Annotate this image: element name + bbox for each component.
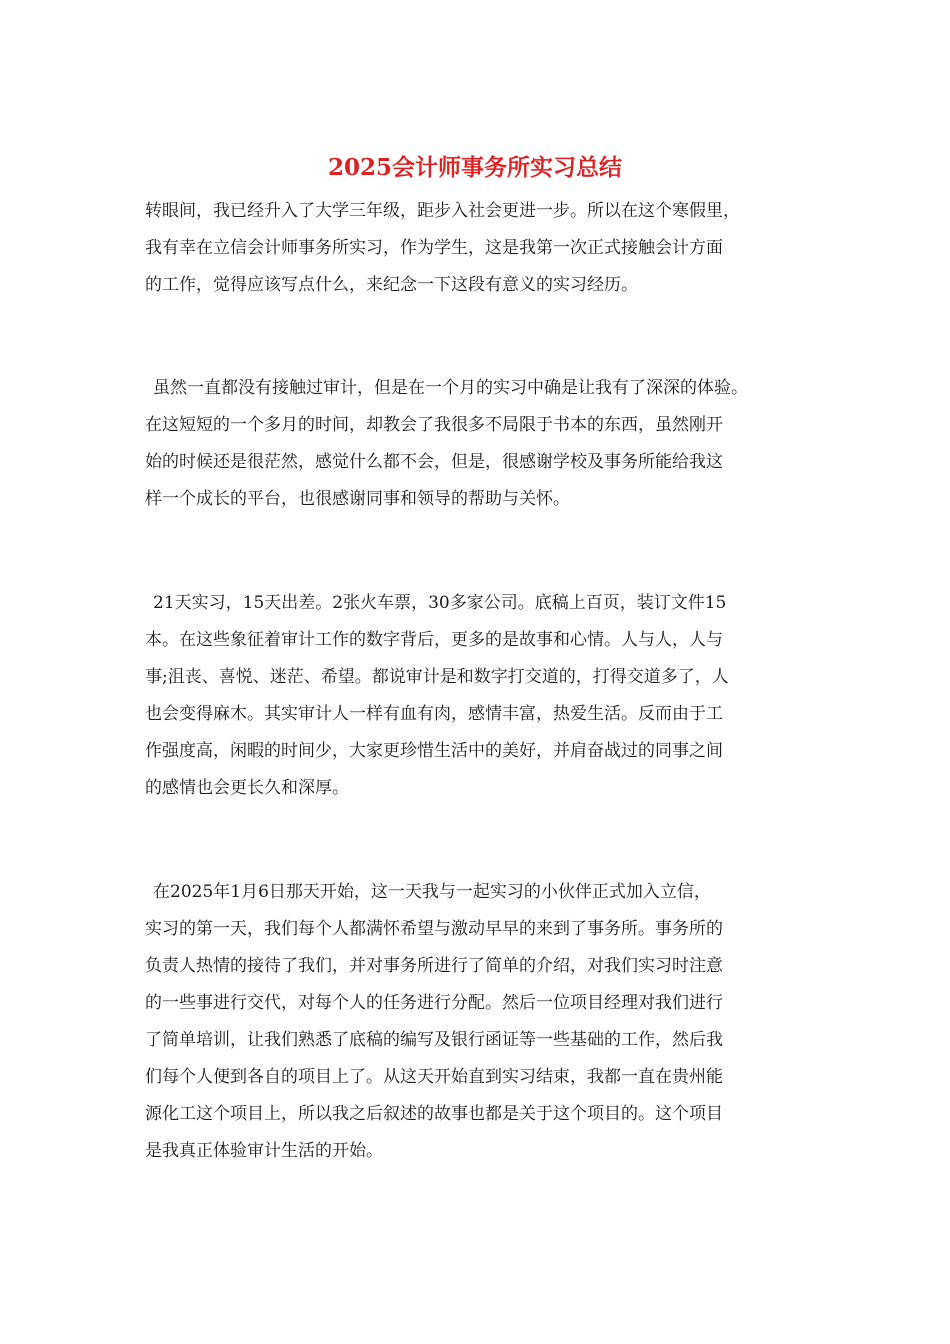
paragraph-4 [145, 874, 810, 1170]
paragraph-line: 作强度高，闲暇的时间少，大家更珍惜生活中的美好，并肩奋战过的同事之间 [145, 741, 723, 761]
paragraph-line: 了简单培训，让我们熟悉了底稿的编写及银行函证等一些基础的工作，然后我 [145, 1030, 723, 1050]
paragraph-line: 也会变得麻木。其实审计人一样有血有肉，感情丰富，热爱生活。反而由于工 [145, 704, 723, 724]
paragraph-3 [145, 585, 810, 807]
paragraph-line: 在2025年1月6日那天开始，这一天我与一起实习的小伙伴正式加入立信， [153, 882, 711, 902]
paragraph-line: 负责人热情的接待了我们，并对事务所进行了简单的介绍，对我们实习时注意 [145, 956, 723, 976]
paragraph-2 [145, 370, 810, 518]
paragraph-line: 源化工这个项目上，所以我之后叙述的故事也都是关于这个项目的。这个项目 [145, 1104, 723, 1124]
paragraph-line: 转眼间，我已经升入了大学三年级，距步入社会更进一步。所以在这个寒假里， [145, 201, 740, 221]
paragraph-line: 始的时候还是很茫然，感觉什么都不会，但是，很感谢学校及事务所能给我这 [145, 452, 723, 472]
paragraph-line: 本。在这些象征着审计工作的数字背后，更多的是故事和心情。人与人，人与 [145, 630, 723, 650]
document-title: 2025会计师事务所实习总结 [327, 154, 622, 181]
paragraph-line: 的感情也会更长久和深厚。 [145, 778, 349, 798]
paragraph-line: 事;沮丧、喜悦、迷茫、希望。都说审计是和数字打交道的，打得交道多了，人 [145, 667, 729, 687]
paragraph-line: 21天实习，15天出差。2张火车票，30多家公司。底稿上百页，装订文件15 [153, 593, 727, 613]
paragraph-line: 样一个成长的平台，也很感谢同事和领导的帮助与关怀。 [145, 489, 570, 509]
paragraph-line: 虽然一直都没有接触过审计，但是在一个月的实习中确是让我有了深深的体验。 [153, 378, 748, 398]
paragraph-line: 的工作，觉得应该写点什么，来纪念一下这段有意义的实习经历。 [145, 275, 638, 295]
paragraph-line: 我有幸在立信会计师事务所实习，作为学生，这是我第一次正式接触会计方面 [145, 238, 723, 258]
paragraph-1 [145, 193, 810, 304]
paragraph-line: 们每个人便到各自的项目上了。从这天开始直到实习结束，我都一直在贵州能 [145, 1067, 723, 1087]
paragraph-line: 的一些事进行交代，对每个人的任务进行分配。然后一位项目经理对我们进行 [145, 993, 723, 1013]
paragraph-line: 是我真正体验审计生活的开始。 [145, 1141, 383, 1161]
paragraph-line: 实习的第一天，我们每个人都满怀希望与激动早早的来到了事务所。事务所的 [145, 919, 723, 939]
paragraph-line: 在这短短的一个多月的时间，却教会了我很多不局限于书本的东西，虽然刚开 [145, 415, 723, 435]
